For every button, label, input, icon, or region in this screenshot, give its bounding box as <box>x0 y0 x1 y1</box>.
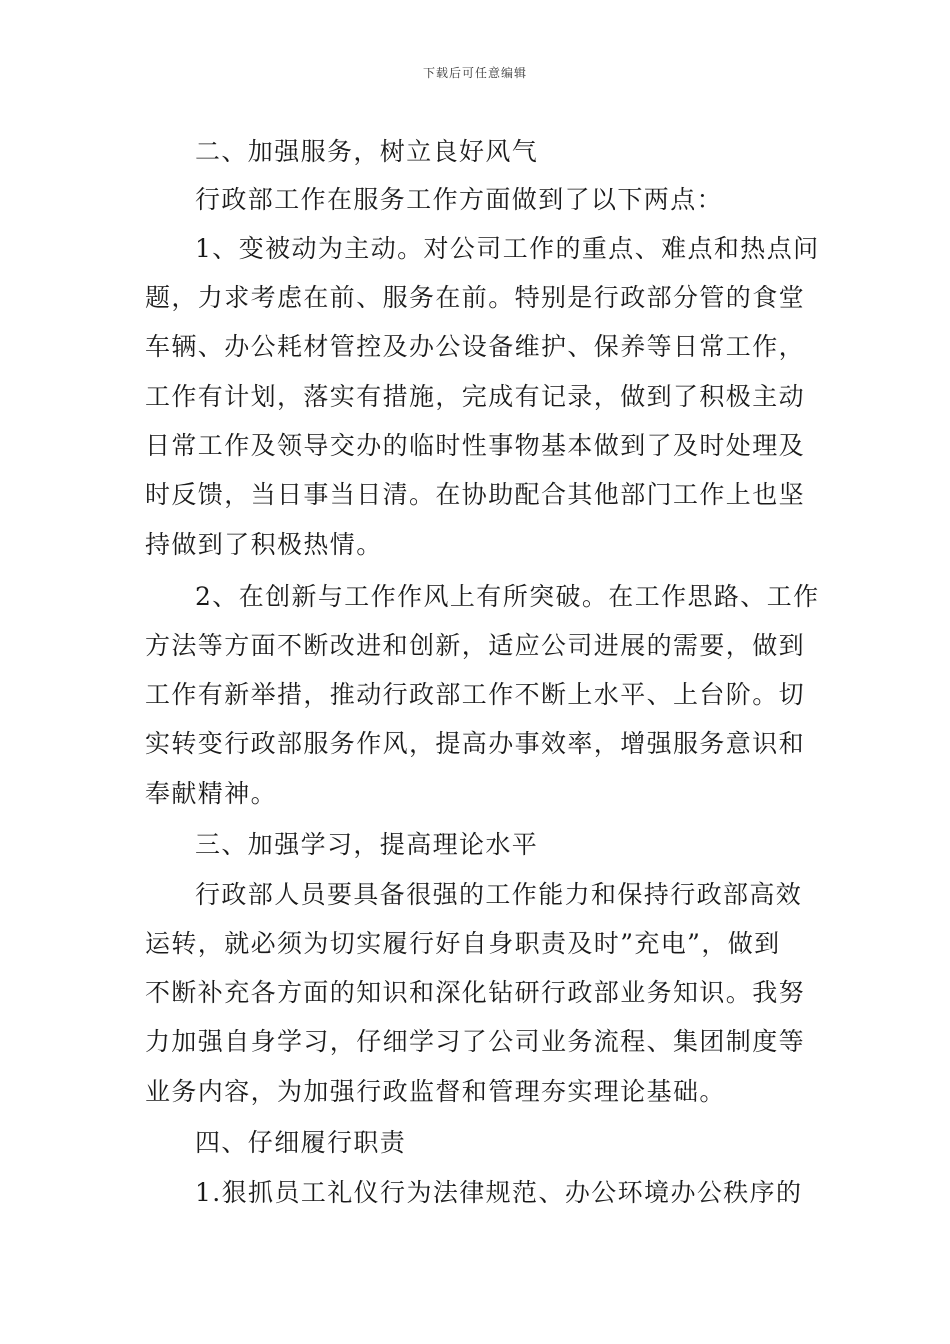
paragraph-line: 1、变被动为主动。对公司工作的重点、难点和热点问 <box>195 234 820 263</box>
paragraph-line: 方法等方面不断改进和创新，适应公司进展的需要，做到 <box>145 631 806 660</box>
page-header: 下载后可任意编辑 <box>422 66 527 80</box>
paragraph-line: 2、在创新与工作作风上有所突破。在工作思路、工作 <box>195 582 820 611</box>
paragraph-line: 奉献精神。 <box>145 779 278 808</box>
section-heading-3: 三、加强学习，提高理论水平 <box>195 830 539 859</box>
section-heading-2: 二、加强服务，树立良好风气 <box>195 137 539 166</box>
paragraph-line: 题，力求考虑在前、服务在前。特别是行政部分管的食堂 <box>145 283 806 312</box>
paragraph-line: 行政部工作在服务工作方面做到了以下两点： <box>195 185 724 214</box>
paragraph-line: 1.狠抓员工礼仪行为法律规范、办公环境办公秩序的 <box>195 1178 803 1207</box>
paragraph-line: 日常工作及领导交办的临时性事物基本做到了及时处理及 <box>145 431 806 460</box>
section-heading-4: 四、仔细履行职责 <box>195 1128 407 1157</box>
paragraph-line: 力加强自身学习，仔细学习了公司业务流程、集团制度等 <box>145 1027 806 1056</box>
paragraph-line: 业务内容，为加强行政监督和管理夯实理论基础。 <box>145 1077 726 1106</box>
paragraph-line: 车辆、办公耗材管控及办公设备维护、保养等日常工作， <box>145 332 806 361</box>
paragraph-line: 持做到了积极热情。 <box>145 530 383 559</box>
paragraph-line: 工作有新举措，推动行政部工作不断上水平、上台阶。切 <box>145 680 806 709</box>
paragraph-line: 工作有计划，落实有措施，完成有记录，做到了积极主动 <box>145 382 806 411</box>
paragraph-line: 运转，就必须为切实履行好自身职责及时”充电”，做到 <box>145 929 781 958</box>
paragraph-line: 时反馈，当日事当日清。在协助配合其他部门工作上也坚 <box>145 480 806 509</box>
paragraph-line: 不断补充各方面的知识和深化钻研行政部业务知识。我努 <box>145 978 806 1007</box>
paragraph-line: 实转变行政部服务作风，提高办事效率，增强服务意识和 <box>145 729 806 758</box>
paragraph-line: 行政部人员要具备很强的工作能力和保持行政部高效 <box>195 880 803 909</box>
